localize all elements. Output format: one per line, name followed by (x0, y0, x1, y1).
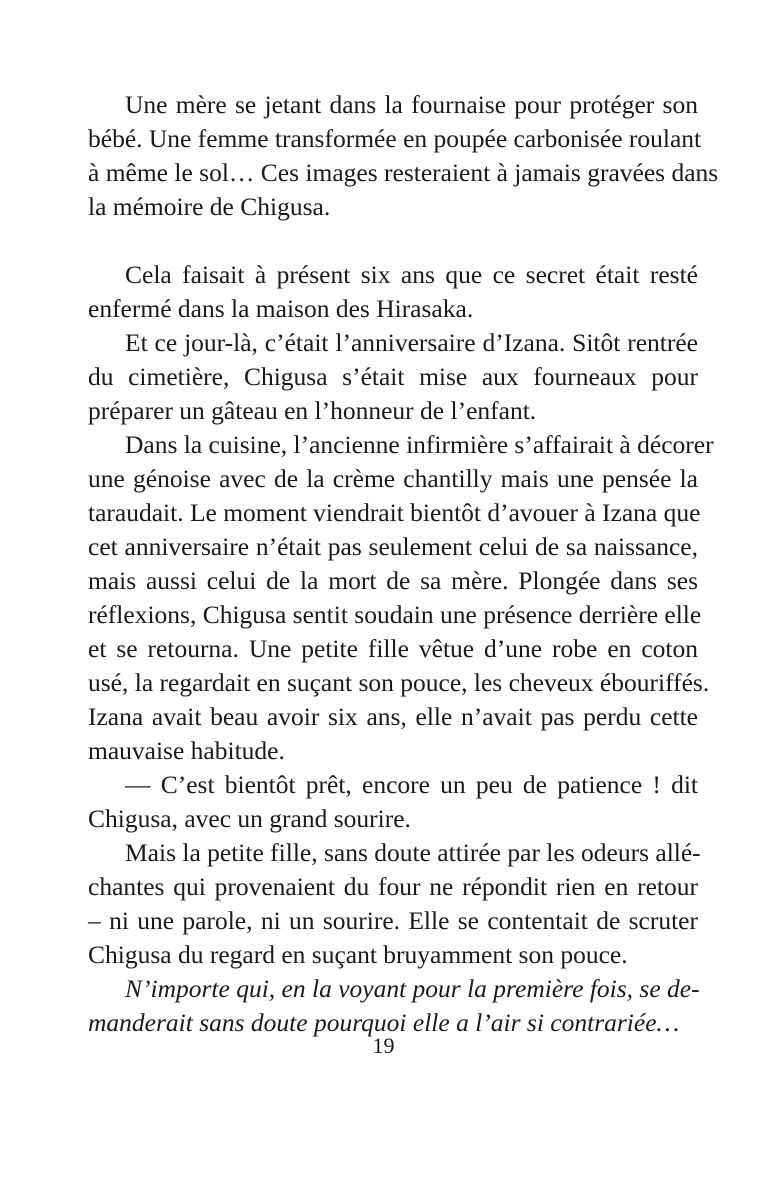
text-line: Dans la cuisine, l’ancienne infirmière s’affairait à décorer (125, 430, 714, 459)
text-line: bébé. Une femme transformée en poupée carbonisée roulant (88, 124, 702, 153)
text-line: et se retourna. Une petite fille vêtue d’une robe en coton (88, 634, 698, 663)
text-line: — C’est bientôt prêt, encore un peu de patience ! dit (125, 770, 698, 799)
paragraph (88, 428, 714, 768)
text-line: du cimetière, Chigusa s’était mise aux fourneaux pour (88, 362, 698, 391)
text-line: réflexions, Chigusa sentit soudain une présence derrière elle (88, 600, 702, 629)
text-line: Une mère se jetant dans la fournaise pour protéger son (125, 90, 698, 119)
text-line: à même le sol… Ces images resteraient à jamais gravées dans (88, 158, 719, 187)
text-line: Cela faisait à présent six ans que ce secret était resté (125, 260, 698, 289)
paragraph (88, 768, 698, 836)
text-line: taraudait. Le moment viendrait bientôt d’avouer à Izana que (88, 498, 701, 527)
text-line: manderait sans doute pourquoi elle a l’air si contrariée… (88, 1008, 680, 1037)
section-break (88, 224, 698, 258)
text-line: préparer un gâteau en l’honneur de l’enfant. (88, 396, 537, 425)
paragraph (88, 326, 698, 428)
text-line: une génoise avec de la crème chantilly mais une pensée la (88, 464, 698, 493)
text-line: – ni une parole, ni un sourire. Elle se contentait de scruter (88, 906, 698, 935)
paragraph (88, 258, 698, 326)
text-line: chantes qui provenaient du four ne répondit rien en retour (88, 872, 698, 901)
text-line: Izana avait beau avoir six ans, elle n’avait pas perdu cette (88, 702, 698, 731)
page-body (88, 88, 719, 1040)
text-line: N’importe qui, en la voyant pour la première fois, se de- (125, 974, 700, 1003)
text-line: la mémoire de Chigusa. (88, 192, 331, 221)
text-line: cet anniversaire n’était pas seulement celui de sa naissance, (88, 532, 698, 561)
text-line: mais aussi celui de la mort de sa mère. Plongée dans ses (88, 566, 698, 595)
paragraph (88, 88, 719, 224)
page-number: 19 (372, 1033, 395, 1058)
text-line: Mais la petite fille, sans doute attirée par les odeurs allé- (125, 838, 701, 867)
text-line: Chigusa, avec un grand sourire. (88, 804, 411, 833)
paragraph (88, 972, 698, 1040)
text-line: mauvaise habitude. (88, 736, 285, 765)
text-line: enfermé dans la maison des Hirasaka. (88, 294, 474, 323)
text-line: Chigusa du regard en suçant bruyamment son pouce. (88, 940, 628, 969)
paragraph (88, 836, 701, 972)
text-line: usé, la regardait en suçant son pouce, les cheveux ébouriffés. (88, 668, 710, 697)
text-line: Et ce jour-là, c’était l’anniversaire d’Izana. Sitôt rentrée (125, 328, 698, 357)
